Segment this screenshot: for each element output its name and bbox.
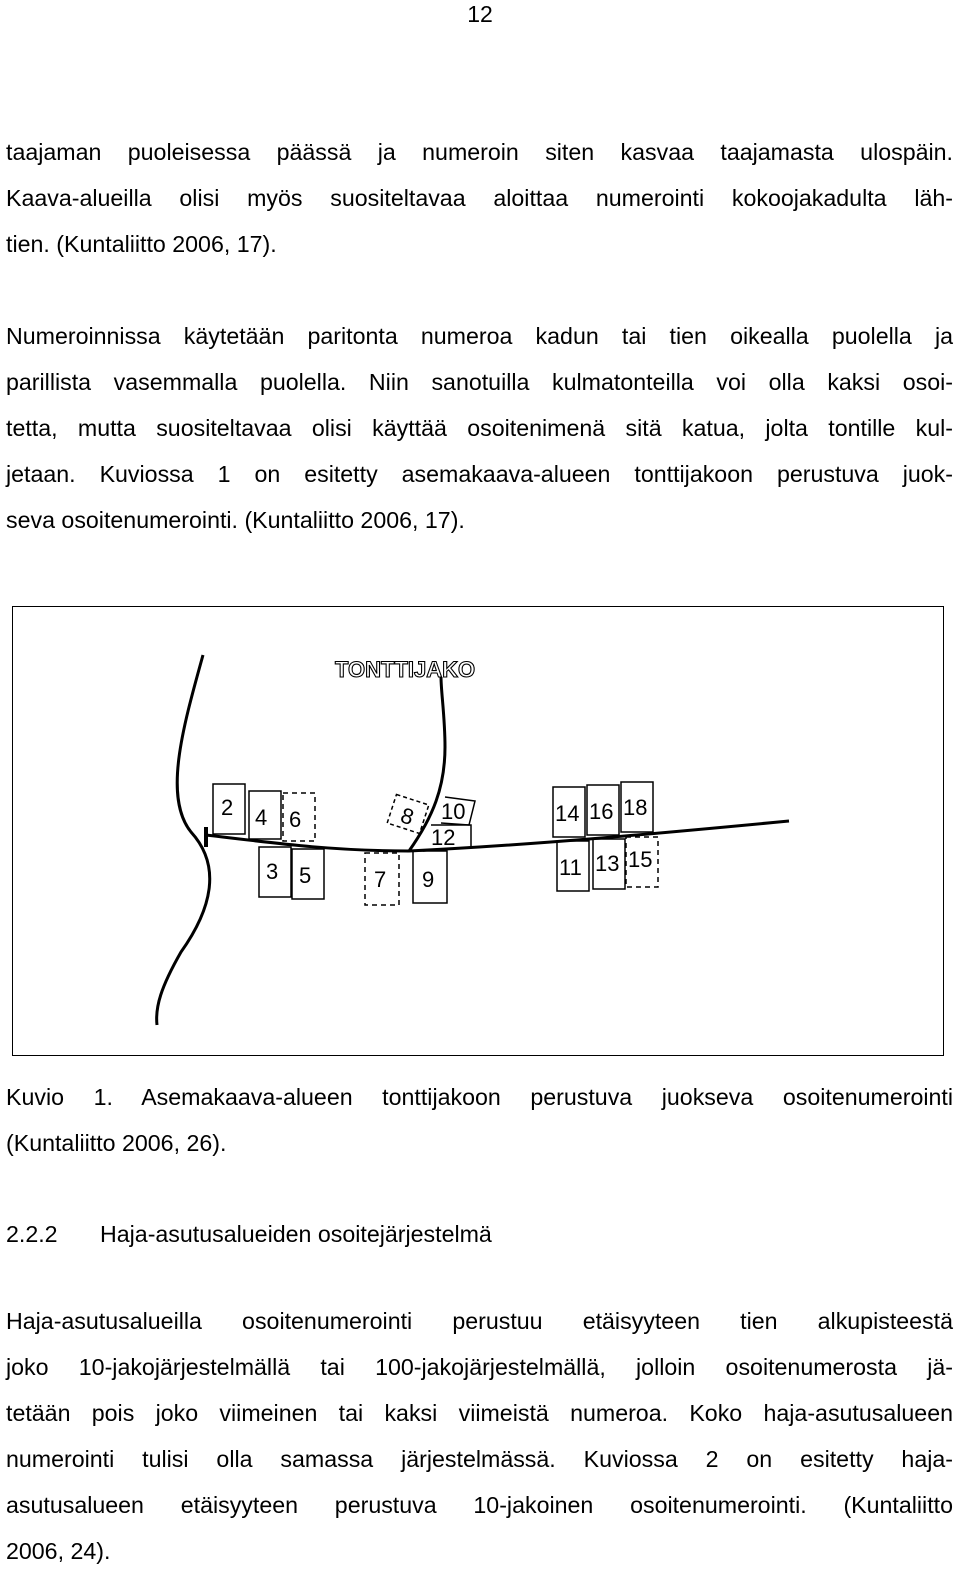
main-road-curve (157, 655, 210, 1025)
plot-label-16: 16 (589, 799, 614, 824)
plot-label-9: 9 (422, 867, 435, 892)
plot-label-2: 2 (221, 795, 234, 820)
paragraph-3-line: Haja-asutusalueilla osoitenumerointi perustuu etäisyyteen tien alkupisteestä (6, 1308, 953, 1334)
paragraph-2 (6, 313, 953, 543)
paragraph-3-line: 2006, 24). (6, 1538, 111, 1564)
paragraph-3-line: asutusalueen etäisyyteen perustuva 10-jakoinen osoitenumerointi. (Kuntaliitto (6, 1492, 953, 1518)
figure-title: TONTTIJAKO (335, 657, 476, 682)
plot-label-15: 15 (628, 847, 653, 872)
plot-label-14: 14 (555, 801, 580, 826)
plot-label-4: 4 (255, 805, 268, 830)
caption-line: Kuvio 1. Asemakaava-alueen tonttijakoon perustuva juokseva osoitenumerointi (6, 1084, 953, 1110)
section-number: 2.2.2 (6, 1221, 58, 1247)
plot-label-5: 5 (299, 863, 312, 888)
plot-label-18: 18 (623, 795, 648, 820)
plot-label-10: 10 (441, 799, 466, 824)
plot-label-8: 8 (397, 802, 418, 831)
paragraph-2-line: jetaan. Kuviossa 1 on esitetty asemakaava-alueen tonttijakoon perustuva juok- (6, 461, 953, 487)
paragraph-2-line: seva osoitenumerointi. (Kuntaliitto 2006, 17). (6, 507, 465, 533)
plot-label-7: 7 (374, 867, 387, 892)
section-title: Haja-asutusalueiden osoitejärjestelmä (100, 1221, 492, 1247)
figure-tonttijako (12, 606, 944, 1056)
plot-label-12: 12 (431, 825, 456, 850)
paragraph-3-line: joko 10-jakojärjestelmällä tai 100-jakojärjestelmällä, jolloin osoitenumerosta jä- (6, 1354, 953, 1380)
paragraph-3 (6, 1298, 953, 1574)
caption-line: (Kuntaliitto 2006, 26). (6, 1130, 227, 1156)
paragraph-1-line: tien. (Kuntaliitto 2006, 17). (6, 231, 277, 257)
page-number: 12 (467, 1, 493, 27)
paragraph-1-line: Kaava-alueilla olisi myös suositeltavaa aloittaa numerointi kokoojakadulta läh- (6, 185, 953, 211)
paragraph-2-line: parillista vasemmalla puolella. Niin sanotuilla kulmatonteilla voi olla kaksi osoi- (6, 369, 953, 395)
paragraph-1-line: taajaman puoleisessa päässä ja numeroin siten kasvaa taajamasta ulospäin. (6, 139, 953, 165)
plot-label-6: 6 (289, 807, 302, 832)
tonttijako-diagram (13, 607, 943, 1055)
plot-label-13: 13 (595, 851, 620, 876)
paragraph-2-line: tetta, mutta suositeltavaa olisi käyttää osoitenimenä sitä katua, jolta tontille kul- (6, 415, 953, 441)
plot-label-11: 11 (559, 855, 582, 880)
paragraph-3-line: tetään pois joko viimeinen tai kaksi viimeistä numeroa. Koko haja-asutusalueen (6, 1400, 953, 1426)
paragraph-2-line: Numeroinnissa käytetään paritonta numeroa kadun tai tien oikealla puolella ja (6, 323, 953, 349)
plot-label-3: 3 (266, 859, 279, 884)
section-heading (6, 1214, 492, 1254)
paragraph-1 (6, 129, 953, 267)
figure-caption (6, 1074, 953, 1166)
paragraph-3-line: numerointi tulisi olla samassa järjestelmässä. Kuviossa 2 on esitetty haja- (6, 1446, 953, 1472)
